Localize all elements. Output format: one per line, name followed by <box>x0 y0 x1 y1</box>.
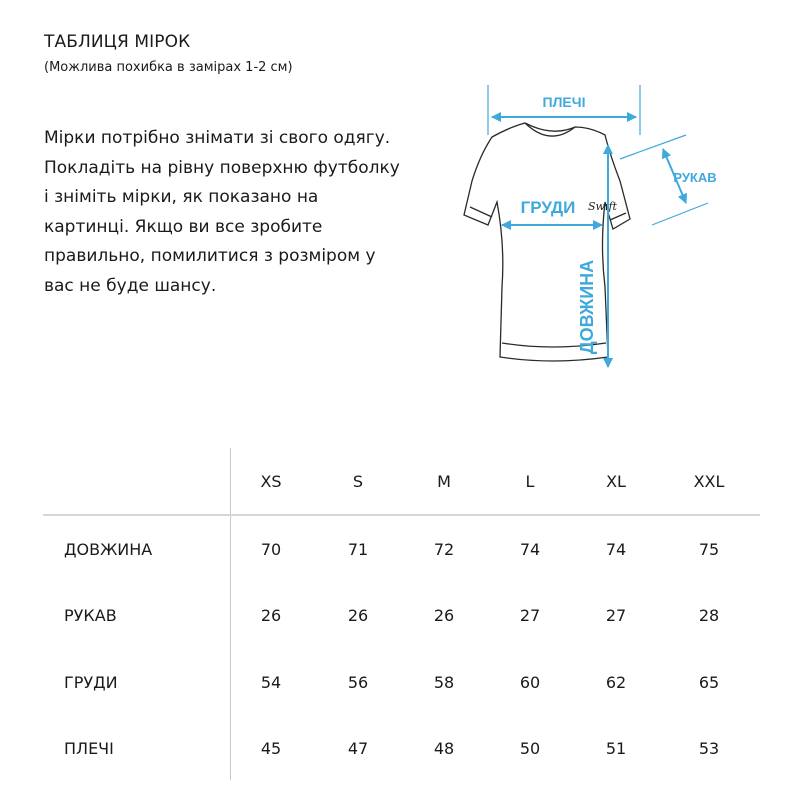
table-cell: 60 <box>519 673 541 692</box>
column-header-xl: XL <box>606 472 626 491</box>
table-cell: 47 <box>347 739 369 758</box>
column-header-m: M <box>437 472 451 491</box>
table-cell: 26 <box>347 606 369 625</box>
table-cell: 58 <box>433 673 455 692</box>
table-cell: 26 <box>260 606 282 625</box>
table-cell: 56 <box>347 673 369 692</box>
table-cell: 45 <box>260 739 282 758</box>
brand-logo: Swift <box>588 200 617 213</box>
table-cell: 27 <box>605 606 627 625</box>
column-header-s: S <box>352 472 364 491</box>
column-header-xs: XS <box>260 472 282 491</box>
table-vertical-divider <box>230 448 231 780</box>
table-cell: 74 <box>519 540 541 559</box>
table-cell: 53 <box>698 739 720 758</box>
chest-label: ГРУДИ <box>520 198 576 217</box>
row-label-length: ДОВЖИНА <box>64 540 153 559</box>
row-label-shoulders: ПЛЕЧІ <box>64 739 114 758</box>
table-cell: 26 <box>433 606 455 625</box>
column-header-xxl: XXL <box>693 472 725 491</box>
table-cell: 75 <box>698 540 720 559</box>
table-cell: 54 <box>260 673 282 692</box>
page-subtitle: (Можлива похибка в замірах 1-2 см) <box>44 60 293 75</box>
sleeve-label: РУКАВ <box>673 170 717 185</box>
table-cell: 27 <box>519 606 541 625</box>
table-cell: 51 <box>605 739 627 758</box>
row-label-chest: ГРУДИ <box>64 673 118 692</box>
measurement-instructions: Мірки потрібно знімати зі свого одягу. Покладіть на рівну поверхню футболку і зніміть мірки, як показано на картинці. Якщо ви все зробите правильно, помилитися з розміром у вас не буде шансу. <box>44 128 400 296</box>
table-header-divider <box>43 514 760 516</box>
row-label-sleeve: РУКАВ <box>64 606 117 625</box>
column-header-l: L <box>525 472 535 491</box>
shoulders-label: ПЛЕЧІ <box>542 94 586 110</box>
page-title: ТАБЛИЦЯ МІРОК <box>44 32 191 52</box>
length-label: ДОВЖИНА <box>577 259 597 355</box>
table-cell: 50 <box>519 739 541 758</box>
table-cell: 28 <box>698 606 720 625</box>
table-cell: 72 <box>433 540 455 559</box>
table-cell: 65 <box>698 673 720 692</box>
table-cell: 48 <box>433 739 455 758</box>
table-cell: 74 <box>605 540 627 559</box>
table-cell: 70 <box>260 540 282 559</box>
table-cell: 71 <box>347 540 369 559</box>
table-cell: 62 <box>605 673 627 692</box>
